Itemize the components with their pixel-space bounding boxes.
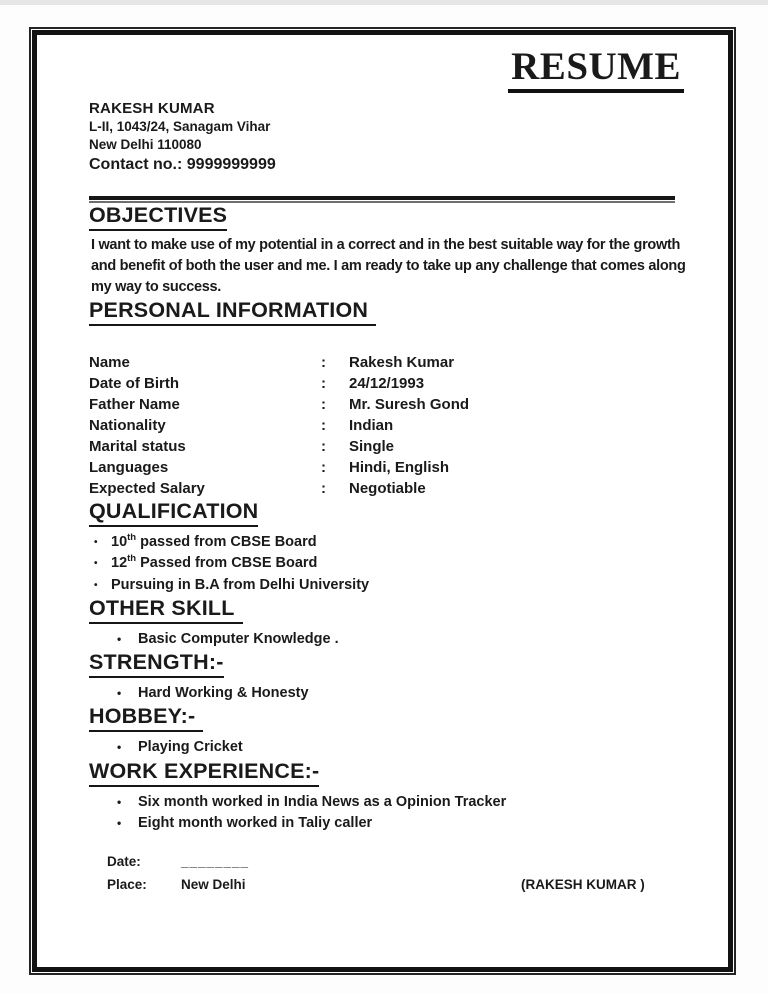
qualification-text: passed from CBSE Board bbox=[136, 534, 317, 550]
heading-objectives bbox=[89, 203, 690, 231]
row-label: Date of Birth bbox=[89, 375, 179, 392]
page-border bbox=[29, 27, 736, 975]
objectives-paragraph: I want to make use of my potential in a correct and in the best suitable way for the growth and benefit of both the user and me. I am ready to take up any challenge that comes along my way to success. bbox=[91, 237, 686, 295]
date-blank-line: ________ bbox=[181, 854, 250, 870]
list-item bbox=[89, 813, 690, 834]
contact-number: Contact no.: 9999999999 bbox=[89, 156, 276, 173]
heading-strength-text: STRENGTH:- bbox=[89, 650, 224, 678]
table-row-languages bbox=[89, 457, 690, 478]
hobbey-list bbox=[89, 737, 690, 758]
row-colon: : bbox=[321, 480, 326, 497]
table-row-marital-status bbox=[89, 436, 690, 457]
list-item bbox=[89, 629, 690, 650]
heading-hobbey-text: HOBBEY:- bbox=[89, 704, 203, 732]
bullet-icon: • bbox=[94, 537, 98, 548]
title-row bbox=[89, 47, 690, 93]
bullet-icon: • bbox=[117, 816, 122, 831]
qualification-text: Passed from CBSE Board bbox=[136, 555, 318, 572]
heading-strength bbox=[89, 650, 690, 678]
address-line-1: L-II, 1043/24, Sanagam Vihar bbox=[89, 119, 271, 134]
bullet-icon: • bbox=[94, 558, 98, 570]
bullet-icon: • bbox=[117, 686, 122, 701]
row-label: Expected Salary bbox=[89, 480, 205, 497]
list-item-text: Six month worked in India News as a Opinion Tracker bbox=[138, 793, 507, 810]
row-colon: : bbox=[321, 438, 326, 455]
other-skill-list bbox=[89, 629, 690, 650]
heading-objectives-text: OBJECTIVES bbox=[89, 203, 227, 231]
row-colon: : bbox=[321, 375, 326, 392]
row-colon: : bbox=[321, 417, 326, 434]
row-label: Nationality bbox=[89, 417, 166, 434]
list-item-text: Eight month worked in Taliy caller bbox=[138, 815, 373, 832]
row-value: Mr. Suresh Gond bbox=[349, 396, 470, 413]
table-row-father-name bbox=[89, 394, 690, 415]
list-item-text: Playing Cricket bbox=[138, 739, 243, 756]
list-item bbox=[89, 737, 690, 758]
heading-personal-information-text: PERSONAL INFORMATION bbox=[89, 298, 376, 326]
qualification-number: 12 bbox=[111, 555, 128, 572]
list-item-text bbox=[111, 532, 317, 553]
place-label: Place: bbox=[107, 877, 147, 893]
resume-document bbox=[37, 35, 728, 967]
row-colon: : bbox=[321, 354, 326, 371]
row-value: Rakesh Kumar bbox=[349, 354, 455, 371]
row-value: Single bbox=[349, 438, 395, 455]
strength-list bbox=[89, 683, 690, 704]
address-line-2: New Delhi 110080 bbox=[89, 137, 202, 152]
heading-personal-information bbox=[89, 298, 690, 326]
date-row bbox=[107, 850, 690, 873]
list-item-text: Pursuing in B.A from Delhi University bbox=[111, 576, 370, 593]
bullet-icon: • bbox=[117, 631, 122, 646]
row-colon: : bbox=[321, 396, 326, 413]
list-item-text: Basic Computer Knowledge . bbox=[138, 630, 339, 647]
row-label: Name bbox=[89, 354, 130, 371]
table-row-dob bbox=[89, 373, 690, 394]
row-value: Hindi, English bbox=[349, 459, 449, 476]
date-label: Date: bbox=[107, 854, 141, 870]
row-value: Indian bbox=[349, 417, 394, 434]
page-border-inner bbox=[32, 30, 733, 972]
signature-block bbox=[107, 850, 690, 896]
heading-other-skill-text: OTHER SKILL bbox=[89, 596, 243, 624]
bullet-icon: • bbox=[117, 740, 122, 755]
heading-hobbey bbox=[89, 704, 690, 732]
ordinal-suffix: th bbox=[127, 532, 137, 543]
row-value: 24/12/1993 bbox=[349, 375, 425, 392]
row-label: Languages bbox=[89, 459, 169, 476]
row-colon: : bbox=[321, 459, 326, 476]
table-row-nationality bbox=[89, 415, 690, 436]
table-row-name bbox=[89, 352, 690, 373]
list-item-text bbox=[111, 553, 317, 574]
heading-work-experience bbox=[89, 759, 690, 787]
place-value: New Delhi bbox=[181, 877, 246, 893]
bullet-icon: • bbox=[94, 579, 98, 591]
row-label: Father Name bbox=[89, 396, 180, 413]
bullet-icon: • bbox=[117, 794, 122, 809]
double-divider-line bbox=[89, 196, 675, 203]
personal-info-table bbox=[89, 352, 690, 499]
heading-other-skill bbox=[89, 596, 690, 624]
list-item bbox=[89, 575, 690, 596]
work-experience-list bbox=[89, 792, 690, 835]
heading-qualification bbox=[89, 499, 690, 527]
place-row bbox=[107, 873, 690, 896]
document-title: RESUME bbox=[508, 47, 684, 93]
row-value: Negotiable bbox=[349, 480, 426, 497]
heading-qualification-text: QUALIFICATION bbox=[89, 499, 258, 527]
scan-edge-strip bbox=[0, 0, 768, 5]
contact-block bbox=[89, 99, 690, 175]
qualification-list bbox=[89, 532, 690, 596]
heading-work-experience-text: WORK EXPERIENCE:- bbox=[89, 759, 319, 787]
applicant-name: RAKESH KUMAR bbox=[89, 100, 215, 117]
row-label: Marital status bbox=[89, 438, 186, 455]
list-item bbox=[89, 792, 690, 813]
list-item bbox=[89, 553, 690, 574]
qualification-number: 10 bbox=[111, 534, 128, 550]
ordinal-suffix: th bbox=[127, 553, 137, 565]
signature-name: (RAKESH KUMAR ) bbox=[521, 877, 645, 893]
list-item bbox=[89, 683, 690, 704]
list-item bbox=[89, 532, 690, 553]
list-item-text: Hard Working & Honesty bbox=[138, 685, 309, 702]
table-row-expected-salary bbox=[89, 478, 690, 499]
